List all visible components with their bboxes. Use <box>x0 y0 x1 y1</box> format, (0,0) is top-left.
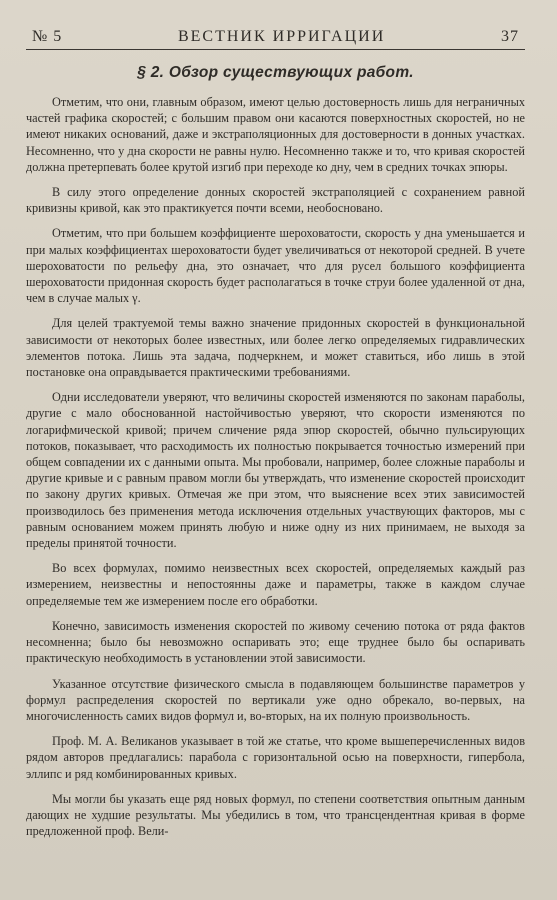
paragraph: Мы могли бы указать еще ряд новых формул, по степени соответствия опытным данным дающих не худшие результаты. Мы убедились в том, что трансцендентная кривая в форме предложенной проф. Вели- <box>26 791 525 839</box>
paragraph: Для целей трактуемой темы важно значение придонных скоростей в функциональной зависимости от некоторых более известных, или более легко определяемых гидравлических элементов потока. Лишь эта задача, подчеркнем, и может ставиться, ибо лишь в этой постановке она оправдывается практическими требованиями. <box>26 316 525 380</box>
journal-title: ВЕСТНИК ИРРИГАЦИИ <box>177 28 386 45</box>
issue-number: № 5 <box>32 28 63 45</box>
paragraph: Указанное отсутствие физического смысла в подавляющем большинстве параметров у формул распределения скоростей по вертикали уже одно обрекало, во-первых, на многочисленность самих видов формул и, во-вторых, на их полную произвольность. <box>26 676 525 723</box>
page-number: 37 <box>500 28 519 45</box>
paragraph: В силу этого определение донных скоростей экстраполяцией с сохранением равной кривизны кривой, как это практикуется почти всеми, необосновано. <box>26 185 525 216</box>
paragraph: Во всех формулах, помимо неизвестных всех скоростей, определяемых каждый раз измерением, неизвестны и непостоянны даже и параметры, также в каждом случае определяемые тем же измерением после его обработки. <box>26 561 525 608</box>
paragraph: Отметим, что при большем коэффициенте шероховатости, скорость у дна уменьшается и при малых коэффициентах шероховатости будет увеличиваться от некоторой средней. В учете шероховатости по рельефу дна, это означает, что для русел большого коэффициента шероховатости придонная скорость будет располагаться в точке струи более удаленной от дна, чем в случае малых γ. <box>26 226 525 306</box>
section-title: § 2. Обзор существующих работ. <box>137 64 414 81</box>
paragraph: Отметим, что они, главным образом, имеют целью достоверность лишь для неграничных частей графика скоростей; с большим правом они касаются поверхностных скоростей, но не имеют никаких оснований, даже и экстраполяционных для достоверности в донных участках. Несомненно, что у дна скорости не равны нулю. Несомненно также и то, что кривая скоростей должна претерпевать более крутой изгиб при переходе ко дну, чем в средних точках эпюры. <box>26 95 525 174</box>
paragraph: Проф. М. А. Великанов указывает в той же статье, что кроме вышеперечисленных видов рядом авторов предлагались: парабола с горизонтальной осью на поверхности, гипербола, эллипс и ряд комбинированных кривых. <box>26 734 525 781</box>
paragraph: Одни исследователи уверяют, что величины скоростей изменяются по законам параболы, другие с мало обоснованной настойчивостью уверяют, что скорости изменяются по логарифмической кривой; причем сличение ряда эпюр скоростей, обычно пульсирующих потоков, показывает, что расходимость их полностью покрывается точностью измерений при общем совпадении их с данными опыта. Мы пробовали, например, более сложные параболы и другие кривые и с равным правом могли бы утверждать, что изменение скоростей происходит по закону других кривых. Отмечая же при этом, что выяснение всех этих зависимостей производилось без применения метода исключения отдельных участвующих факторов, мы с равным основанием можем принять любую и ниже одну из них принимаем, не выходя за пределы принятой точности. <box>26 390 525 551</box>
article-body <box>26 94 525 839</box>
running-header <box>26 28 525 49</box>
paragraph: Конечно, зависимость изменения скоростей по живому сечению потока от ряда фактов несомненна; было бы невозможно оспаривать это; еще труднее было бы оспаривать практическую необходимость в установлении этой зависимости. <box>26 618 525 666</box>
header-rule <box>26 49 525 50</box>
